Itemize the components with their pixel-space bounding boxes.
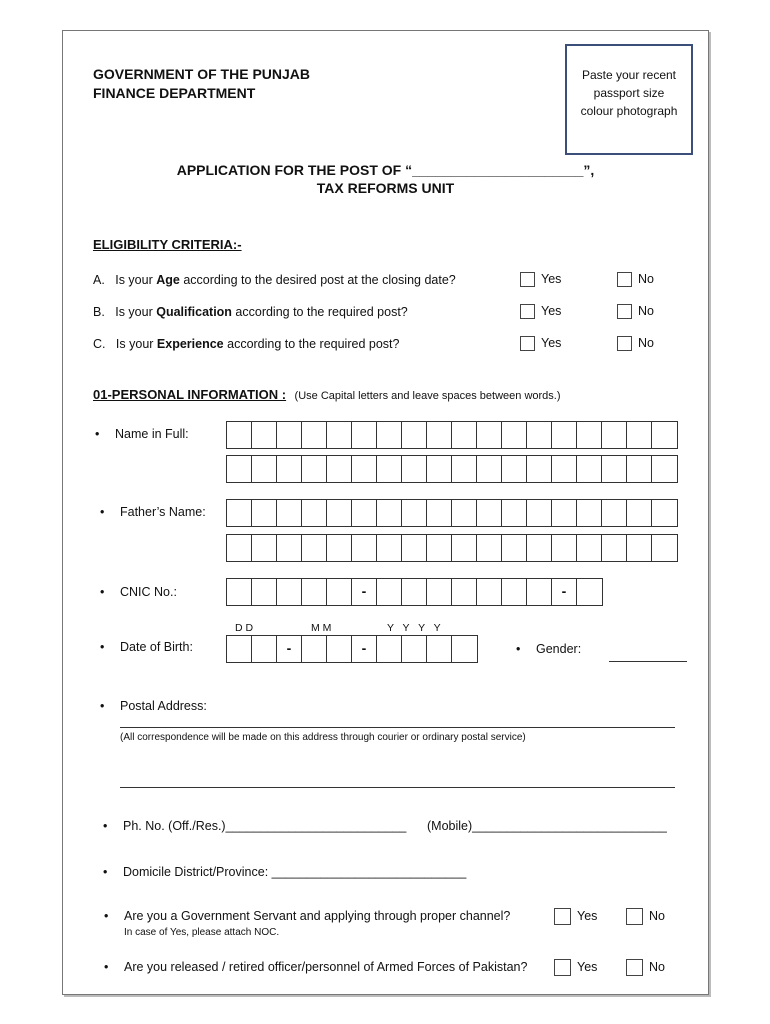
govt-no-checkbox[interactable] bbox=[626, 908, 643, 925]
photo-text-1: Paste your recent bbox=[581, 68, 677, 82]
dob-label: • Date of Birth: bbox=[120, 640, 193, 654]
qualification-yes-option[interactable]: Yes bbox=[520, 304, 561, 319]
name-grid-row-2[interactable] bbox=[226, 455, 678, 483]
postal-address-line-1[interactable] bbox=[120, 727, 675, 728]
eligibility-question-c: C. Is your Experience according to the required post? bbox=[93, 337, 400, 351]
armed-yes-option[interactable]: Yes bbox=[554, 959, 597, 976]
govt-yes-option[interactable]: Yes bbox=[554, 908, 597, 925]
gender-field[interactable] bbox=[609, 661, 687, 662]
name-grid-row-1[interactable] bbox=[226, 421, 678, 449]
armed-no-option[interactable]: No bbox=[626, 959, 665, 976]
application-form-page bbox=[62, 30, 709, 995]
photo-box[interactable] bbox=[565, 44, 693, 155]
mobile-field[interactable]: (Mobile)____________________________ bbox=[427, 819, 667, 833]
cnic-grid[interactable]: - - bbox=[226, 578, 603, 606]
dob-hint-dd: D D bbox=[235, 622, 254, 634]
armed-forces-question: • Are you released / retired officer/personnel of Armed Forces of Pakistan? bbox=[124, 960, 527, 974]
age-yes-checkbox[interactable] bbox=[520, 272, 535, 287]
father-name-grid-row-2[interactable] bbox=[226, 534, 678, 562]
qualification-no-option[interactable]: No bbox=[617, 304, 654, 319]
govt-servant-question: • Are you a Government Servant and applying through proper channel? bbox=[124, 909, 510, 923]
eligibility-question-b: B. Is your Qualification according to the required post? bbox=[93, 305, 408, 319]
gov-line-1: GOVERNMENT OF THE PUNJAB bbox=[93, 66, 311, 82]
cnic-label: • CNIC No.: bbox=[120, 585, 177, 599]
experience-yes-option[interactable]: Yes bbox=[520, 336, 561, 351]
name-label: • Name in Full: bbox=[115, 427, 189, 441]
armed-no-checkbox[interactable] bbox=[626, 959, 643, 976]
age-yes-option[interactable]: Yes bbox=[520, 272, 561, 287]
eligibility-heading: ELIGIBILITY CRITERIA:- bbox=[93, 237, 242, 252]
dob-hint-yyyy: Y Y Y Y bbox=[387, 622, 441, 634]
postal-address-note: (All correspondence will be made on this address through courier or ordinary postal service) bbox=[120, 732, 526, 743]
photo-text-2: passport size bbox=[593, 86, 665, 100]
father-name-grid-row-1[interactable] bbox=[226, 499, 678, 527]
personal-info-header bbox=[93, 386, 561, 404]
age-no-checkbox[interactable] bbox=[617, 272, 632, 287]
postal-address-line-2[interactable] bbox=[120, 787, 675, 788]
govt-no-option[interactable]: No bbox=[626, 908, 665, 925]
personal-info-note: (Use Capital letters and leave spaces between words.) bbox=[294, 390, 561, 402]
header-government bbox=[93, 65, 310, 103]
phone-field[interactable]: • Ph. No. (Off./Res.)__________________________ bbox=[123, 819, 406, 833]
govt-yes-checkbox[interactable] bbox=[554, 908, 571, 925]
experience-no-checkbox[interactable] bbox=[617, 336, 632, 351]
age-no-option[interactable]: No bbox=[617, 272, 654, 287]
form-title-line-2: TAX REFORMS UNIT bbox=[316, 180, 455, 196]
photo-text-3: colour photograph bbox=[580, 104, 678, 118]
dob-grid[interactable]: - - bbox=[226, 635, 478, 663]
eligibility-question-a: A. Is your Age according to the desired post at the closing date? bbox=[93, 273, 456, 287]
father-name-label: • Father’s Name: bbox=[120, 505, 206, 519]
govt-servant-note: In case of Yes, please attach NOC. bbox=[124, 927, 280, 938]
qualification-no-checkbox[interactable] bbox=[617, 304, 632, 319]
experience-no-option[interactable]: No bbox=[617, 336, 654, 351]
form-title-line-1: APPLICATION FOR THE POST OF “______________________”, bbox=[176, 162, 595, 178]
dob-hint-mm: M M bbox=[311, 622, 332, 634]
personal-info-heading: 01-PERSONAL INFORMATION : bbox=[93, 387, 287, 402]
experience-yes-checkbox[interactable] bbox=[520, 336, 535, 351]
gov-line-2: FINANCE DEPARTMENT bbox=[93, 85, 256, 101]
postal-address-label: • Postal Address: bbox=[120, 699, 207, 713]
domicile-field[interactable]: • Domicile District/Province: ____________________________ bbox=[123, 865, 466, 879]
gender-label: • Gender: bbox=[536, 642, 581, 656]
qualification-yes-checkbox[interactable] bbox=[520, 304, 535, 319]
armed-yes-checkbox[interactable] bbox=[554, 959, 571, 976]
